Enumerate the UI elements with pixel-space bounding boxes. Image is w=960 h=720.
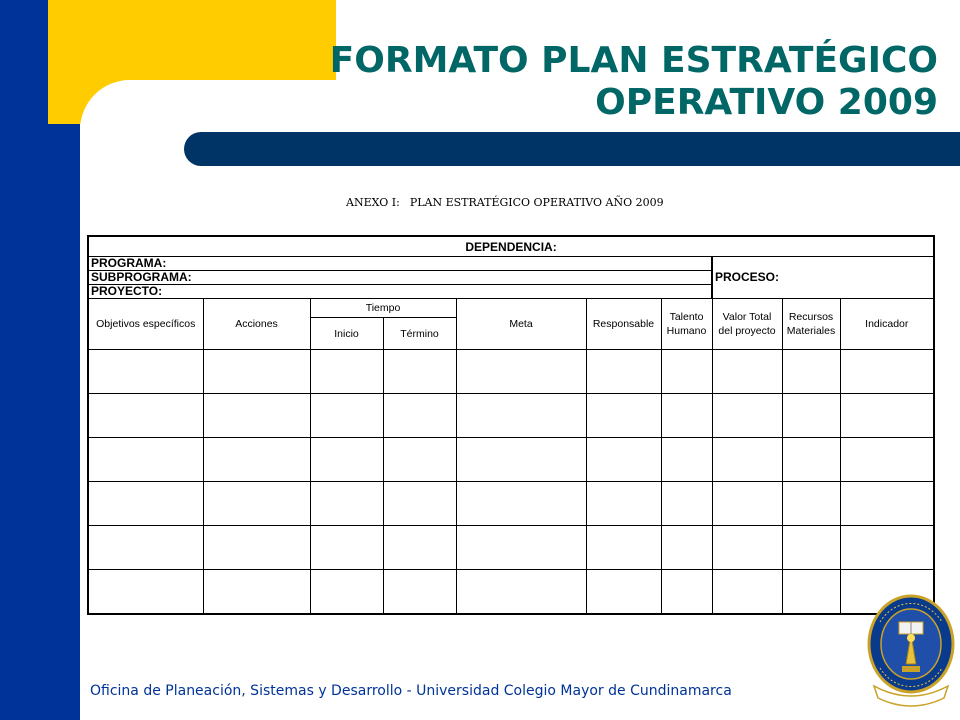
table-cell xyxy=(586,438,661,482)
table-cell xyxy=(456,438,586,482)
table-cell xyxy=(203,394,310,438)
table-cell xyxy=(88,482,203,526)
table-cell xyxy=(661,570,712,615)
table-cell xyxy=(712,350,782,394)
table-cell xyxy=(88,394,203,438)
table-cell xyxy=(383,526,456,570)
table-row xyxy=(88,438,934,482)
table-cell xyxy=(782,394,840,438)
table-cell xyxy=(712,438,782,482)
col-recursos-line1: Recursos xyxy=(788,311,834,323)
table-cell xyxy=(203,350,310,394)
table-cell xyxy=(661,482,712,526)
col-valor xyxy=(712,299,782,350)
table-cell xyxy=(782,570,840,615)
table-cell xyxy=(840,350,934,394)
table-cell xyxy=(586,350,661,394)
table-cell xyxy=(310,350,383,394)
table-cell xyxy=(661,526,712,570)
table-cell xyxy=(88,350,203,394)
slide-title xyxy=(330,40,938,124)
table-cell xyxy=(88,438,203,482)
table-cell xyxy=(712,526,782,570)
table-cell xyxy=(456,482,586,526)
table-cell xyxy=(383,350,456,394)
table-cell xyxy=(88,526,203,570)
table-cell xyxy=(661,350,712,394)
annex-title: PLAN ESTRATÉGICO OPERATIVO AÑO 2009 xyxy=(409,196,664,209)
title-underline-bar xyxy=(184,132,960,166)
university-seal-icon xyxy=(866,594,956,710)
col-responsable: Responsable xyxy=(586,299,661,350)
table-cell xyxy=(310,570,383,615)
table-cell xyxy=(782,482,840,526)
table-cell xyxy=(586,526,661,570)
col-talento-line2: Humano xyxy=(666,325,707,337)
col-valor-line1: Valor Total xyxy=(722,311,772,323)
table-cell xyxy=(310,394,383,438)
table-cell xyxy=(310,438,383,482)
col-objetivos: Objetivos específicos xyxy=(88,299,203,350)
table-cell xyxy=(383,570,456,615)
plan-form xyxy=(87,235,933,615)
table-row xyxy=(88,350,934,394)
col-valor-line2: del proyecto xyxy=(718,325,776,337)
proceso-label: PROCESO: xyxy=(712,257,934,299)
table-row xyxy=(88,570,934,615)
col-meta: Meta xyxy=(456,299,586,350)
table-cell xyxy=(456,526,586,570)
table-cell xyxy=(782,526,840,570)
table-cell xyxy=(586,482,661,526)
slide-title-line1: FORMATO PLAN ESTRATÉGICO xyxy=(329,40,938,81)
table-cell xyxy=(712,394,782,438)
programa-label: PROGRAMA: xyxy=(88,257,712,271)
table-cell xyxy=(203,482,310,526)
subprograma-label: SUBPROGRAMA: xyxy=(88,271,712,285)
table-row xyxy=(88,526,934,570)
table-cell xyxy=(310,482,383,526)
plan-form-table xyxy=(87,235,935,615)
table-cell xyxy=(712,570,782,615)
table-cell xyxy=(310,526,383,570)
table-row xyxy=(88,394,934,438)
table-cell xyxy=(383,438,456,482)
dependencia-label: DEPENDENCIA: xyxy=(88,236,934,257)
col-recursos-line2: Materiales xyxy=(786,325,836,337)
table-row xyxy=(88,482,934,526)
footer-text: Oficina de Planeación, Sistemas y Desarrollo - Universidad Colegio Mayor de Cundinamarca xyxy=(90,683,732,699)
col-recursos xyxy=(782,299,840,350)
table-cell xyxy=(456,570,586,615)
table-cell xyxy=(383,482,456,526)
table-cell xyxy=(661,438,712,482)
table-cell xyxy=(840,482,934,526)
table-cell xyxy=(383,394,456,438)
col-inicio: Inicio xyxy=(310,318,383,350)
col-talento xyxy=(661,299,712,350)
col-termino: Término xyxy=(383,318,456,350)
annex-heading xyxy=(346,196,746,209)
table-cell xyxy=(712,482,782,526)
table-cell xyxy=(456,350,586,394)
proyecto-label: PROYECTO: xyxy=(88,285,712,299)
table-cell xyxy=(203,570,310,615)
table-cell xyxy=(456,394,586,438)
table-cell xyxy=(586,394,661,438)
col-talento-line1: Talento xyxy=(669,311,704,323)
table-cell xyxy=(782,438,840,482)
table-cell xyxy=(661,394,712,438)
table-cell xyxy=(840,526,934,570)
table-cell xyxy=(840,394,934,438)
col-tiempo: Tiempo xyxy=(310,299,456,318)
table-cell xyxy=(840,438,934,482)
table-cell xyxy=(203,438,310,482)
table-cell xyxy=(88,570,203,615)
col-indicador: Indicador xyxy=(840,299,934,350)
slide-title-line2: OPERATIVO 2009 xyxy=(595,82,938,123)
table-cell xyxy=(782,350,840,394)
table-cell xyxy=(586,570,661,615)
col-acciones: Acciones xyxy=(203,299,310,350)
annex-prefix: ANEXO I: xyxy=(346,196,400,209)
table-cell xyxy=(203,526,310,570)
